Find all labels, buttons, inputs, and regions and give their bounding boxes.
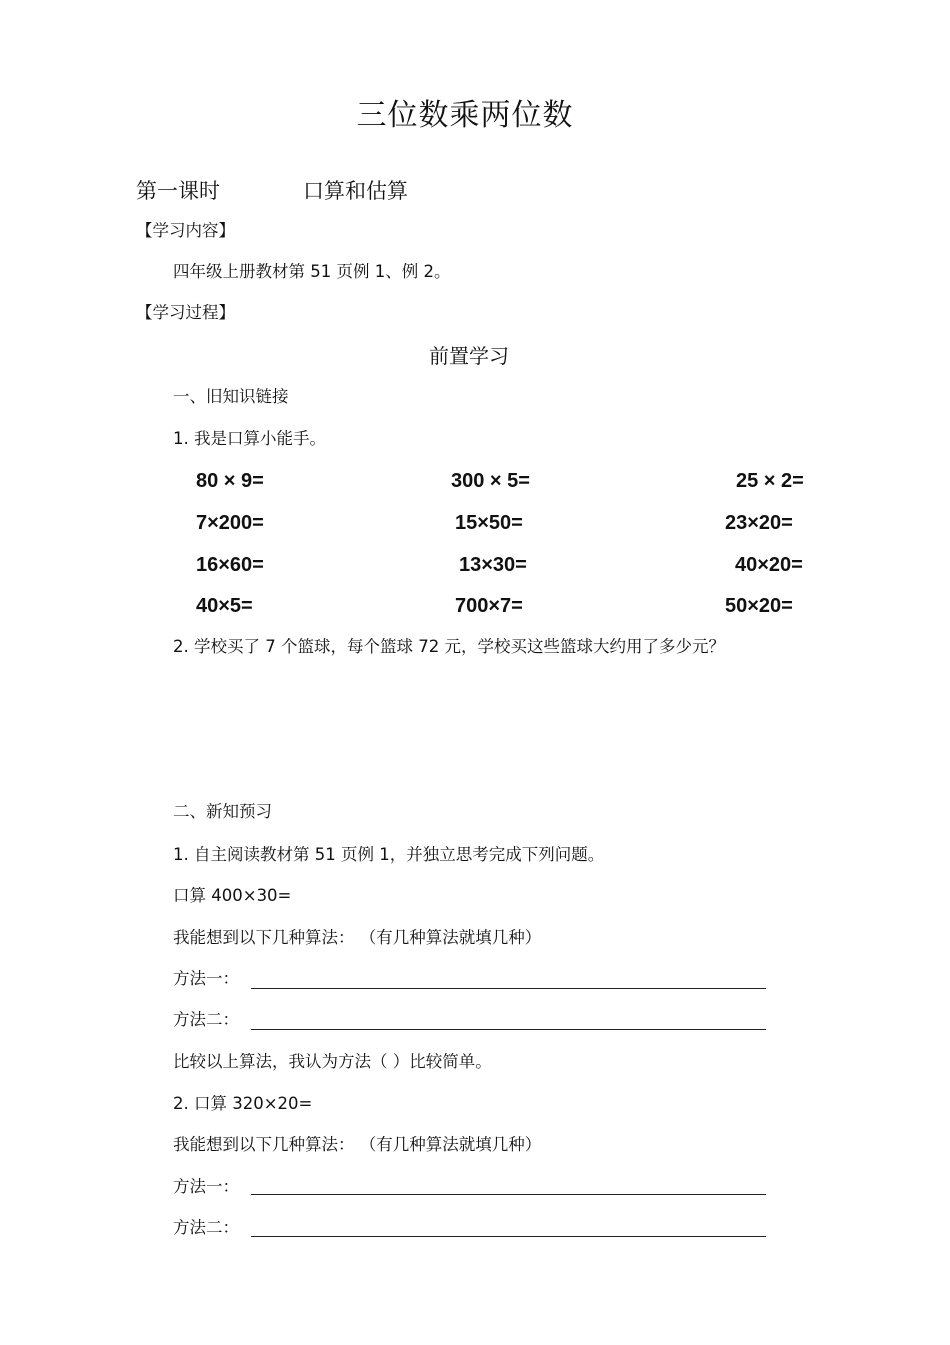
part1-heading: 一、旧知识链接 bbox=[173, 387, 289, 406]
content-text: 四年级上册教材第 51 页例 1、例 2。 bbox=[173, 262, 451, 281]
calc-item: 40×5= bbox=[196, 595, 253, 617]
calc-prompt-1: 口算 400×30= bbox=[173, 886, 292, 905]
methods-prompt-1: 我能想到以下几种算法： （有几种算法就填几种） bbox=[173, 928, 542, 947]
lesson-topic: 口算和估算 bbox=[303, 179, 408, 203]
method-4-label: 方法二： bbox=[173, 1218, 239, 1237]
calc-item: 300 × 5= bbox=[451, 470, 530, 492]
method-4-answer-line[interactable] bbox=[251, 1236, 766, 1237]
calc-item: 13×30= bbox=[459, 554, 527, 576]
calc-item: 80 × 9= bbox=[196, 470, 264, 492]
calc-item: 15×50= bbox=[455, 512, 523, 534]
methods-prompt-2: 我能想到以下几种算法： （有几种算法就填几种） bbox=[173, 1135, 542, 1154]
section-title: 前置学习 bbox=[429, 344, 509, 368]
part1-question-1: 1. 我是口算小能手。 bbox=[173, 429, 326, 448]
method-2-label: 方法二： bbox=[173, 1010, 239, 1029]
method-3-label: 方法一： bbox=[173, 1177, 239, 1196]
content-header: 【学习内容】 bbox=[136, 221, 235, 240]
method-1-answer-line[interactable] bbox=[251, 988, 766, 989]
calc-item: 16×60= bbox=[196, 554, 264, 576]
method-1-label: 方法一： bbox=[173, 969, 239, 988]
part2-question-2: 2. 口算 320×20= bbox=[173, 1094, 313, 1113]
part2-question-1: 1. 自主阅读教材第 51 页例 1，并独立思考完成下列问题。 bbox=[173, 845, 605, 864]
method-2-answer-line[interactable] bbox=[251, 1029, 766, 1030]
part1-question-2: 2. 学校买了 7 个篮球，每个篮球 72 元，学校买这些篮球大约用了多少元？ bbox=[173, 637, 725, 656]
compare-prompt: 比较以上算法，我认为方法（ ）比较简单。 bbox=[173, 1052, 492, 1071]
calc-item: 700×7= bbox=[455, 595, 523, 617]
calc-item: 25 × 2= bbox=[736, 470, 804, 492]
part2-heading: 二、新知预习 bbox=[173, 802, 272, 821]
calc-item: 7×200= bbox=[196, 512, 264, 534]
calc-item: 23×20= bbox=[725, 512, 793, 534]
process-header: 【学习过程】 bbox=[136, 303, 235, 322]
calc-item: 40×20= bbox=[735, 554, 803, 576]
calc-item: 50×20= bbox=[725, 595, 793, 617]
method-3-answer-line[interactable] bbox=[251, 1194, 766, 1195]
document-title: 三位数乘两位数 bbox=[356, 98, 574, 133]
lesson-label: 第一课时 bbox=[136, 179, 220, 203]
